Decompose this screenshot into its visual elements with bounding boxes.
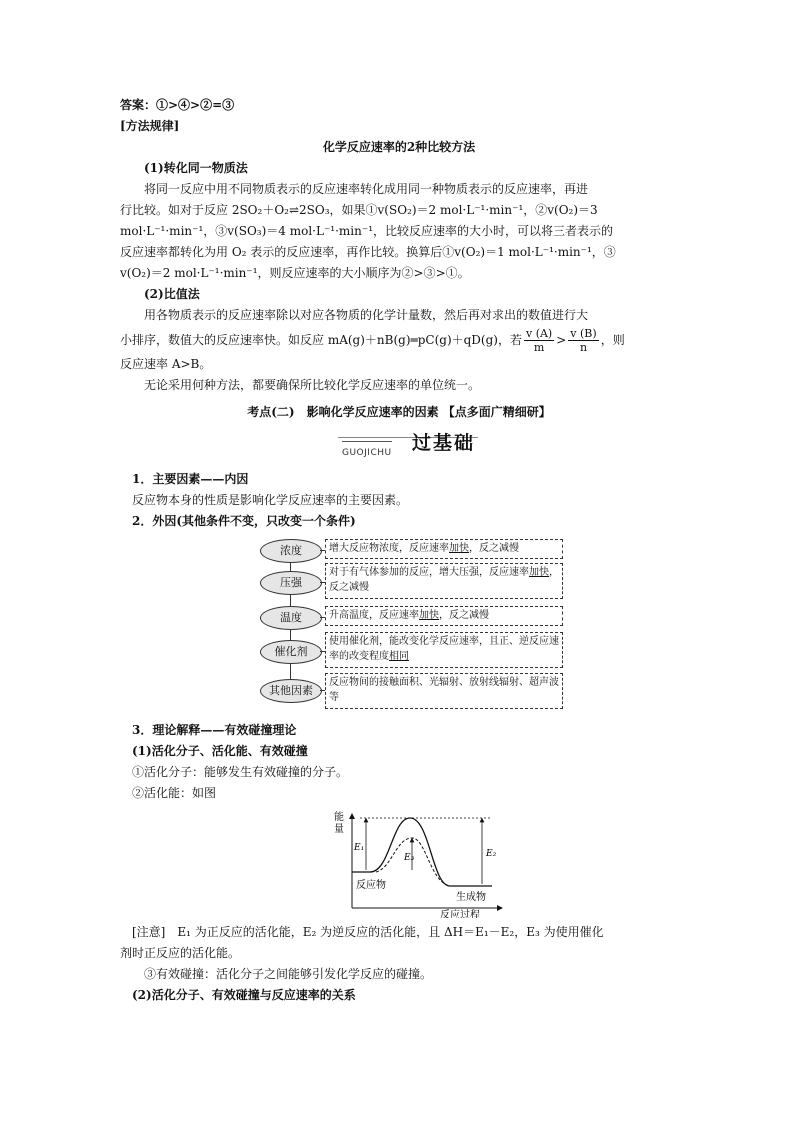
e2-label: E₂ xyxy=(486,849,497,859)
note-line2: 剂时正反应的活化能。 xyxy=(120,946,241,960)
product-label: 生成物 xyxy=(456,892,486,903)
fraction-b-numerator: v (B) xyxy=(570,327,597,340)
answer-line: 答案：①>④>②=③ xyxy=(120,98,235,112)
factor-underlined: 加快 xyxy=(419,610,439,621)
method1-title: (1)转化同一物质法 xyxy=(144,161,248,175)
point3-effective-collision: ③有效碰撞：活化分子之间能够引发化学反应的碰撞。 xyxy=(144,967,433,981)
section-banner xyxy=(120,431,678,461)
factor-text: 升高温度，反应速率 xyxy=(329,610,419,621)
page-content xyxy=(120,95,678,1006)
factor-other-oval: 其他因素 xyxy=(260,679,322,703)
reactant-label: 反应物 xyxy=(356,880,386,891)
method2-title: (2)比值法 xyxy=(144,287,200,301)
method-title: 化学反应速率的2种比较方法 xyxy=(322,140,476,154)
method2-line1: 用各物质表示的反应速率除以对应各物质的化学计量数，然后再对求出的数值进行大 xyxy=(144,308,589,322)
point2-title: 2．外因(其他条件不变，只改变一个条件) xyxy=(132,514,356,528)
fraction-a-denominator: m xyxy=(533,341,545,354)
factor-text: 反应物间的接触面积、光辐射、放射线辐射、超声波等 xyxy=(329,677,559,703)
method-note: 无论采用何种方法，都要确保所比较化学反应速率的单位统一。 xyxy=(144,378,481,392)
point1-title: 1．主要因素——内因 xyxy=(132,472,249,486)
method1-line2: 行比较。如对于反应 2SO₂＋O₂⇌2SO₃，如果①v(SO₂)＝2 mol·L⁻¹·min⁻¹，②v(O₂)＝3 xyxy=(120,203,598,217)
factor-temperature-oval: 温度 xyxy=(260,606,322,630)
method1-line1: 将同一反应中用不同物质表示的反应速率转化成用同一种物质表示的反应速率，再进 xyxy=(144,182,589,196)
point3-activation-energy: ②活化能：如图 xyxy=(132,786,217,800)
factor-underlined: 相同 xyxy=(389,651,409,662)
method2-line2-tail: ，则 xyxy=(600,333,625,347)
point3-activated-molecule: ①活化分子：能够发生有效碰撞的分子。 xyxy=(132,765,349,779)
factor-underlined: 加快 xyxy=(529,567,549,578)
factor-pressure-box xyxy=(325,563,563,599)
method1-line5: v(O₂)＝2 mol·L⁻¹·min⁻¹，则反应速率的大小顺序为②>③>①。 xyxy=(120,266,470,280)
e1-label: E₁ xyxy=(354,843,365,853)
factor-text: 对于有气体参加的反应，增大压强，反应速率 xyxy=(329,567,529,578)
point3-sub1: (1)活化分子、活化能、有效碰撞 xyxy=(132,744,308,758)
factor-text-tail: ，反之减慢 xyxy=(439,610,489,621)
factor-text: 增大反应物浓度，反应速率 xyxy=(329,543,449,554)
section-title: 考点(二) 影响化学反应速率的因素 【点多面广精细研】 xyxy=(247,405,551,419)
factor-temperature-box xyxy=(325,606,563,626)
factor-underlined: 加快 xyxy=(449,543,469,554)
fraction-b-denominator: n xyxy=(579,341,588,354)
method2-line2 xyxy=(120,326,678,354)
point3-title: 3．理论解释——有效碰撞理论 xyxy=(132,723,297,737)
factor-concentration-oval: 浓度 xyxy=(260,539,322,563)
factor-text-tail: ，反之减慢 xyxy=(469,543,519,554)
e3-label: E₃ xyxy=(404,853,415,863)
y-label-2: 量 xyxy=(334,824,344,835)
greater-than: > xyxy=(556,333,567,347)
banner-title: 过基础 xyxy=(412,432,476,454)
energy-diagram xyxy=(120,808,678,918)
factor-pressure-oval: 压强 xyxy=(260,571,322,595)
factor-concentration-box xyxy=(325,539,563,559)
factor-text-tail: ，反之减慢 xyxy=(329,567,559,593)
fraction-a-numerator: v (A) xyxy=(525,327,553,340)
banner-pinyin: GUOJICHU xyxy=(342,441,392,464)
method1-line4: 反应速率都转化为用 O₂ 表示的反应速率，再作比较。换算后①v(O₂)＝1 mol·L⁻¹·min⁻¹，③ xyxy=(120,245,616,259)
method2-line3: 反应速率 A>B。 xyxy=(120,357,212,371)
y-label-1: 能 xyxy=(334,812,344,823)
fraction-a xyxy=(524,327,554,354)
method-tag: [方法规律] xyxy=(120,119,180,133)
factors-flowchart xyxy=(120,536,678,716)
factor-catalyst-oval: 催化剂 xyxy=(260,640,322,664)
factor-other-box xyxy=(325,673,563,709)
point3-sub2: (2)活化分子、有效碰撞与反应速率的关系 xyxy=(132,988,356,1002)
energy-diagram-svg xyxy=(120,808,678,918)
factor-catalyst-box xyxy=(325,632,563,668)
method2-line2-text: 小排序，数值大的反应速率快。如反应 mA(g)＋nB(g)═pC(g)＋qD(g)，若 xyxy=(120,333,522,347)
fraction-b xyxy=(568,327,598,354)
point1-text: 反应物本身的性质是影响化学反应速率的主要因素。 xyxy=(132,493,409,507)
method1-line3: mol·L⁻¹·min⁻¹，③v(SO₃)＝4 mol·L⁻¹·min⁻¹，比较反应速率的大小时，可以将三者表示的 xyxy=(120,224,614,238)
x-axis-label: 反应过程 xyxy=(440,910,480,918)
note-line1: [注意] E₁ 为正反应的活化能，E₂ 为逆反应的活化能，且 ΔH＝E₁－E₂，E₃ 为使用催化 xyxy=(132,925,604,939)
factor-text: 使用催化剂，能改变化学反应速率，且正、逆反应速率的改变程度 xyxy=(329,636,559,662)
energy-curve xyxy=(352,818,492,886)
